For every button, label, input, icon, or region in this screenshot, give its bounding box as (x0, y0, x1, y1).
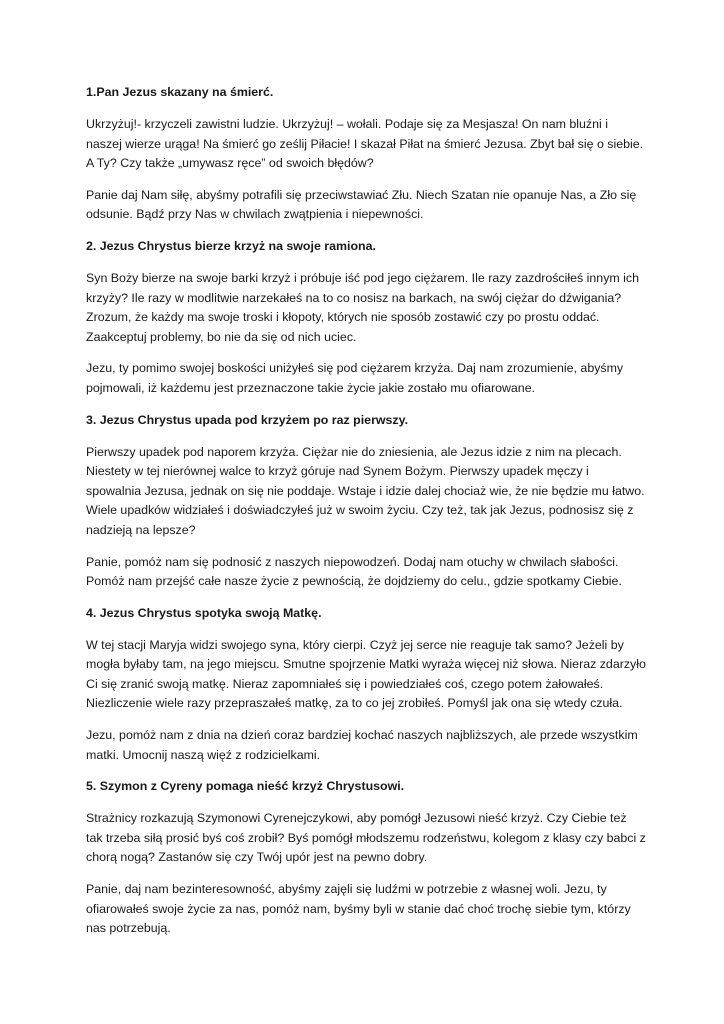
station-title: 5. Szymon z Cyreny pomaga nieść krzyż Chrystusowi. (86, 779, 405, 794)
station-title: 4. Jezus Chrystus spotyka swoją Matkę. (86, 605, 322, 620)
station-4 (86, 604, 646, 766)
station-prayer: Jezu, pomóż nam z dnia na dzień coraz bardziej kochać naszych najbliższych, ale przede wszystkim matki. Umocnij naszą więź z rodzicielkami. (86, 728, 638, 762)
station-reflection: Syn Boży bierze na swoje barki krzyż i próbuje iść pod jego ciężarem. Ile razy zazdrościłeś innym ich krzyży? Ile razy w modlitwie narzekałeś na to co nosisz na barkach, na swój ciężar do dźwigania? Zrozum, że każdy ma swoje troski i kłopoty, których nie sposób zostawić czy po prostu oddać. Zaakceptuj problemy, bo nie da się od nich uciec. (86, 270, 639, 344)
station-title: 1.Pan Jezus skazany na śmierć. (86, 85, 274, 99)
station-prayer: Panie daj Nam siłę, abyśmy potrafili się przeciwstawiać Złu. Niech Szatan nie opanuje Nas, a Zło się odsunie. Bądź przy Nas w chwilach zwątpienia i niepewności. (86, 187, 637, 222)
station-reflection: W tej stacji Maryja widzi swojego syna, który cierpi. Czyż jej serce nie reaguje tak samo? Jeżeli by mogła byłaby tam, na jego miejscu. Smutne spojrzenie Matki wyraża więcej niż słowa. Nieraz zdarzyło Ci się zranić swoją matkę. Nieraz zapomniałeś się i powiedziałeś coś, czego potem żałowałeś. Niezliczenie wiele razy przepraszałeś matkę, za to co jej zrobiłeś. Pomyśl jak ona się wtedy czuła. (86, 637, 646, 711)
station-3 (86, 411, 646, 592)
station-reflection: Pierwszy upadek pod naporem krzyża. Ciężar nie do zniesienia, ale Jezus idzie z nim na plecach. Niestety w tej nierównej walce to krzyż góruje nad Synem Bożym. Pierwszy upadek męczy i spowalnia Jezusa, jednak on się nie poddaje. Wstaje i idzie dalej chociaż wie, że nie będzie mu łatwo. Wiele upadków widziałeś i doświadczyłeś już w swoim życiu. Czy też, tak jak Jezus, podnosisz się z nadzieją na lepsze? (86, 444, 645, 537)
station-reflection: Ukrzyżuj!- krzyczeli zawistni ludzie. Ukrzyżuj! – wołali. Podaje się za Mesjasza! On nam bluźni i naszej wierze urąga! Na śmierć go ześlij Piłacie! I skazał Piłat na śmierć Jezusa. Zbyt bał się o siebie. A Ty? Czy także „umywasz ręce” od swoich błędów? (86, 117, 644, 171)
station-prayer: Panie, daj nam bezinteresowność, abyśmy zajęli się ludźmi w potrzebie z własnej woli. Jezu, ty ofiarowałeś swoje życie za nas, pomóż nam, byśmy byli w stanie dać choć trochę siebie tym, którzy nas potrzebują. (86, 882, 631, 936)
station-prayer: Jezu, ty pomimo swojej boskości uniżyłeś się pod ciężarem krzyża. Daj nam zrozumienie, abyśmy pojmowali, iż każdemu jest przeznaczone takie życie jakie zostało mu ofiarowane. (86, 361, 624, 395)
station-reflection: Strażnicy rozkazują Szymonowi Cyrenejczykowi, aby pomógł Jezusowi nieść krzyż. Czy Ciebie też tak trzeba siłą prosić byś coś zrobił? Byś pomógł młodszemu rodzeństwu, kolegom z klasy czy babci z chorą nogą? Zastanów się czy Twój upór jest na pewno dobry. (86, 811, 646, 865)
station-prayer: Panie, pomóż nam się podnosić z naszych niepowodzeń. Dodaj nam otuchy w chwilach słabości. Pomóż nam przejść całe nasze życie z pewnością, że dojdziemy do celu., gdzie spotkamy Ciebie. (86, 554, 622, 589)
station-title: 2. Jezus Chrystus bierze krzyż na swoje ramiona. (86, 238, 376, 253)
document-page (86, 83, 646, 951)
station-2 (86, 237, 646, 399)
station-5 (86, 777, 646, 939)
station-1 (86, 83, 646, 225)
station-title: 3. Jezus Chrystus upada pod krzyżem po raz pierwszy. (86, 412, 409, 427)
